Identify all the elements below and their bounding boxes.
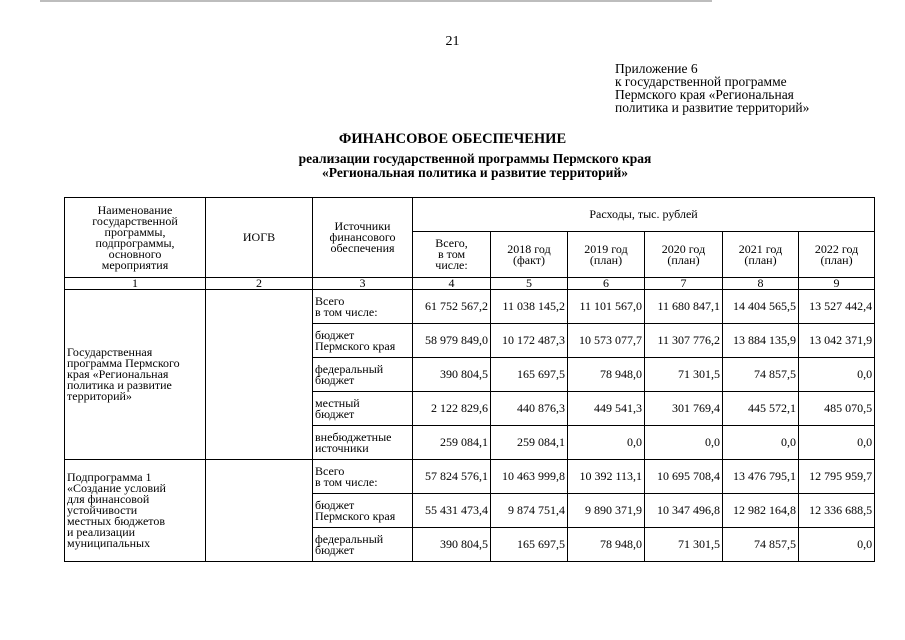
amount-cell: 58 979 849,0 <box>413 324 491 358</box>
amount-cell: 71 301,5 <box>645 358 723 392</box>
amount-cell: 165 697,5 <box>491 528 568 562</box>
header-year-2021: 2021 год (план) <box>723 232 799 278</box>
funding-source: местный бюджет <box>313 392 413 426</box>
header-total: Всего, в том числе: <box>413 232 491 278</box>
amount-cell: 55 431 473,4 <box>413 494 491 528</box>
funding-source: Всего в том числе: <box>313 290 413 324</box>
iogv-cell <box>206 460 313 562</box>
amount-cell: 11 307 776,2 <box>645 324 723 358</box>
amount-cell: 0,0 <box>568 426 645 460</box>
amount-cell: 445 572,1 <box>723 392 799 426</box>
column-number: 7 <box>645 278 723 290</box>
header-year-2022: 2022 год (план) <box>799 232 875 278</box>
funding-source: внебюджетные источники <box>313 426 413 460</box>
amount-cell: 74 857,5 <box>723 528 799 562</box>
column-number-row <box>65 278 875 290</box>
page-number: 21 <box>445 34 460 49</box>
column-number: 5 <box>491 278 568 290</box>
amount-cell: 10 347 496,8 <box>645 494 723 528</box>
column-number: 6 <box>568 278 645 290</box>
amount-cell: 12 336 688,5 <box>799 494 875 528</box>
amount-cell: 78 948,0 <box>568 358 645 392</box>
top-rule <box>40 0 712 2</box>
amount-cell: 0,0 <box>799 426 875 460</box>
iogv-cell <box>206 290 313 460</box>
amount-cell: 2 122 829,6 <box>413 392 491 426</box>
funding-source: бюджет Пермского края <box>313 324 413 358</box>
amount-cell: 13 042 371,9 <box>799 324 875 358</box>
program-name: Государственная программа Пермского края «Региональная политика и развитие территорий» <box>65 290 206 460</box>
header-year-2019: 2019 год (план) <box>568 232 645 278</box>
amount-cell: 9 890 371,9 <box>568 494 645 528</box>
amount-cell: 10 695 708,4 <box>645 460 723 494</box>
amount-cell: 10 463 999,8 <box>491 460 568 494</box>
subtitle-line: реализации государственной программы Пермского края <box>298 151 652 166</box>
column-number: 3 <box>313 278 413 290</box>
amount-cell: 0,0 <box>645 426 723 460</box>
header-year-2018: 2018 год (факт) <box>491 232 568 278</box>
program-name: Подпрограмма 1 «Создание условий для финансовой устойчивости местных бюджетов и реализации муниципальных <box>65 460 206 562</box>
amount-cell: 11 038 145,2 <box>491 290 568 324</box>
funding-source: бюджет Пермского края <box>313 494 413 528</box>
amount-cell: 71 301,5 <box>645 528 723 562</box>
amount-cell: 390 804,5 <box>413 358 491 392</box>
table-row <box>65 290 875 324</box>
funding-source: Всего в том числе: <box>313 460 413 494</box>
appendix-note <box>615 62 809 114</box>
amount-cell: 0,0 <box>799 528 875 562</box>
amount-cell: 11 680 847,1 <box>645 290 723 324</box>
amount-cell: 165 697,5 <box>491 358 568 392</box>
funding-source: федеральный бюджет <box>313 358 413 392</box>
amount-cell: 390 804,5 <box>413 528 491 562</box>
amount-cell: 259 084,1 <box>491 426 568 460</box>
table-row <box>65 460 875 494</box>
column-number: 2 <box>206 278 313 290</box>
financing-table <box>64 197 875 562</box>
amount-cell: 301 769,4 <box>645 392 723 426</box>
header-expenses: Расходы, тыс. рублей <box>413 198 875 232</box>
header-name: Наименование государственной программы, подпрограммы, основного мероприятия <box>65 198 206 278</box>
header-sources: Источники финансового обеспечения <box>313 198 413 278</box>
amount-cell: 74 857,5 <box>723 358 799 392</box>
amount-cell: 78 948,0 <box>568 528 645 562</box>
amount-cell: 13 527 442,4 <box>799 290 875 324</box>
header-row-top <box>65 198 875 232</box>
amount-cell: 440 876,3 <box>491 392 568 426</box>
appendix-line: Приложение 6 <box>615 61 698 76</box>
amount-cell: 9 874 751,4 <box>491 494 568 528</box>
column-number: 9 <box>799 278 875 290</box>
document-subtitle <box>40 152 905 179</box>
amount-cell: 13 884 135,9 <box>723 324 799 358</box>
appendix-line: к государственной программе <box>615 74 787 89</box>
amount-cell: 13 476 795,1 <box>723 460 799 494</box>
header-year-2020: 2020 год (план) <box>645 232 723 278</box>
document-title: ФИНАНСОВОЕ ОБЕСПЕЧЕНИЕ <box>338 131 567 147</box>
subtitle-line: «Региональная политика и развитие территорий» <box>322 164 628 180</box>
amount-cell: 449 541,3 <box>568 392 645 426</box>
funding-source: федеральный бюджет <box>313 528 413 562</box>
column-number: 4 <box>413 278 491 290</box>
column-number: 1 <box>65 278 206 290</box>
amount-cell: 485 070,5 <box>799 392 875 426</box>
appendix-line: Пермского края «Региональная <box>615 87 794 102</box>
header-iogv: ИОГВ <box>206 198 313 278</box>
amount-cell: 10 392 113,1 <box>568 460 645 494</box>
amount-cell: 0,0 <box>799 358 875 392</box>
appendix-line: политика и развитие территорий» <box>615 100 810 115</box>
amount-cell: 57 824 576,1 <box>413 460 491 494</box>
amount-cell: 11 101 567,0 <box>568 290 645 324</box>
amount-cell: 14 404 565,5 <box>723 290 799 324</box>
amount-cell: 12 795 959,7 <box>799 460 875 494</box>
column-number: 8 <box>723 278 799 290</box>
amount-cell: 10 573 077,7 <box>568 324 645 358</box>
amount-cell: 10 172 487,3 <box>491 324 568 358</box>
amount-cell: 0,0 <box>723 426 799 460</box>
amount-cell: 12 982 164,8 <box>723 494 799 528</box>
amount-cell: 61 752 567,2 <box>413 290 491 324</box>
amount-cell: 259 084,1 <box>413 426 491 460</box>
